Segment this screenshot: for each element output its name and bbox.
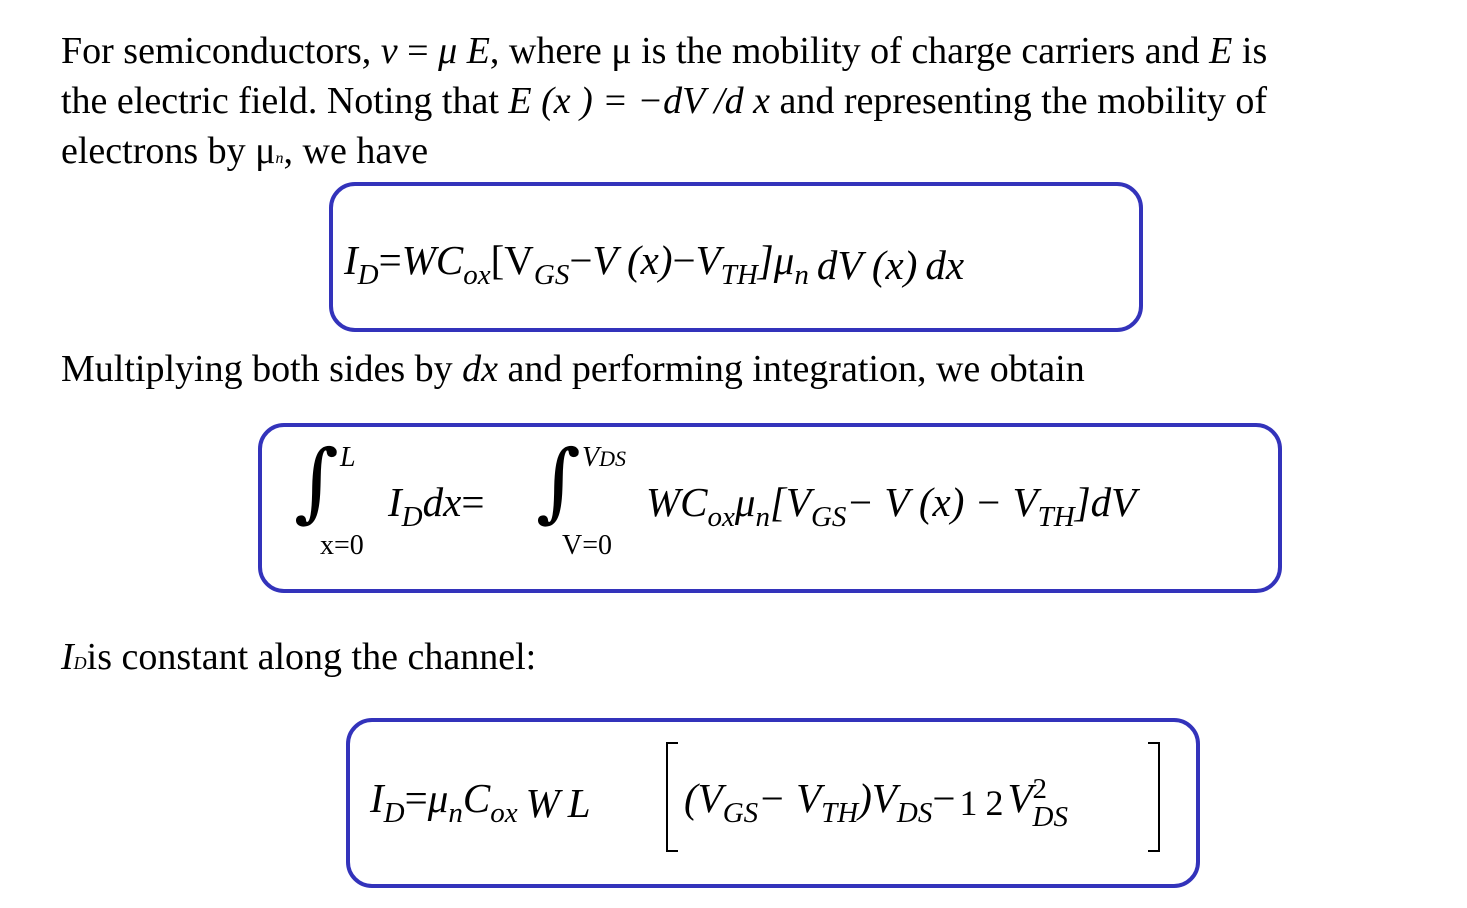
step2-text: Multiplying both sides by — [61, 348, 453, 390]
eq2-upper-limit-2: VDS — [582, 442, 626, 473]
id-symbol: I — [61, 636, 74, 678]
eq3-bracket-content: (VGS− VTH)VDS−1 2V 2 DS — [684, 772, 1068, 833]
eq1-ox: ox — [463, 259, 491, 291]
eq1-lhs: ID — [344, 237, 379, 291]
intro-text: electrons by μ — [61, 130, 276, 172]
eq3-fraction-wl — [522, 779, 595, 827]
eq2-integrand-1: IDdx= — [388, 479, 485, 533]
intro-line-1 — [61, 26, 1267, 76]
step3-text: is constant along the channel: — [86, 636, 537, 678]
eq2-lower-limit-1: x=0 — [320, 530, 364, 561]
eq2-lower-limit-2: V=0 — [562, 530, 613, 561]
eq2-integrand-2: WCoxμn[VGS− V (x) − VTH]dV — [646, 479, 1137, 533]
eq1-minus: − — [569, 237, 593, 283]
intro-text: , where μ is the mobility of charge carriers and — [489, 30, 1200, 72]
eq1-th: TH — [720, 259, 758, 291]
integral-sign-1: ∫ — [294, 432, 339, 532]
field-symbol: E — [457, 30, 490, 72]
eq3-left-bracket — [666, 742, 678, 852]
id-subscript: D — [73, 653, 87, 673]
eq1-n: n — [794, 259, 809, 291]
step-3-text — [61, 632, 536, 688]
eq1-denominator: dx — [925, 241, 965, 288]
intro-line-3 — [61, 126, 428, 184]
eq3-ox: ox — [490, 797, 518, 829]
eq3-superscript: 2 — [1032, 772, 1048, 805]
eq1-close: ]μ — [757, 237, 795, 283]
eq1-numerator: dV (x) — [816, 241, 918, 288]
intro-text: and representing the mobility of — [770, 80, 1268, 122]
eq1-gs: GS — [533, 259, 570, 291]
eq1-fraction — [813, 241, 968, 289]
eq1-v: V — [695, 237, 721, 283]
field-symbol: E — [498, 80, 532, 122]
eq3-fraction-half: 1 2 — [959, 782, 1004, 823]
dx-symbol: dx — [452, 348, 499, 390]
eq2-upper-limit-1: L — [340, 442, 356, 473]
step-2-text — [61, 344, 1085, 394]
intro-text: For semiconductors, — [61, 30, 372, 72]
step2-text: and performing integration, we obtain — [498, 348, 1085, 390]
equation-1 — [344, 200, 972, 325]
equation-3: ID=μnCox W L — [370, 738, 599, 863]
eq1-vx: V (x) — [592, 237, 673, 283]
intro-text: the electric field. Noting that — [61, 80, 499, 122]
field-definition: (x ) = −dV /d x — [531, 80, 771, 122]
eq3-w: W — [525, 779, 560, 826]
intro-text: is — [1232, 30, 1268, 72]
eq3-v: V — [1007, 775, 1033, 821]
mu-symbol: μ — [438, 30, 458, 72]
eq3-mu: μ — [427, 775, 449, 821]
eq3-minus: − — [932, 775, 956, 821]
eq3-equals: = — [404, 775, 428, 821]
eq1-equals: = — [378, 237, 402, 283]
intro-text: , we have — [283, 130, 429, 172]
velocity-symbol: v — [380, 30, 398, 72]
equals-sign: = — [397, 30, 439, 72]
eq3-right-bracket — [1148, 742, 1160, 852]
eq1-minus: − — [672, 237, 696, 283]
intro-line-2 — [61, 76, 1267, 126]
eq1-open: [V — [490, 237, 534, 283]
integral-sign-2: ∫ — [536, 432, 581, 532]
eq3-l: L — [567, 779, 591, 826]
eq3-ds: DS — [1032, 800, 1068, 833]
eq3-n: n — [448, 797, 463, 829]
eq3-c: C — [462, 775, 491, 821]
eq1-wc: WC — [401, 237, 464, 283]
field-symbol: E — [1199, 30, 1233, 72]
mu-subscript: n — [275, 150, 284, 167]
